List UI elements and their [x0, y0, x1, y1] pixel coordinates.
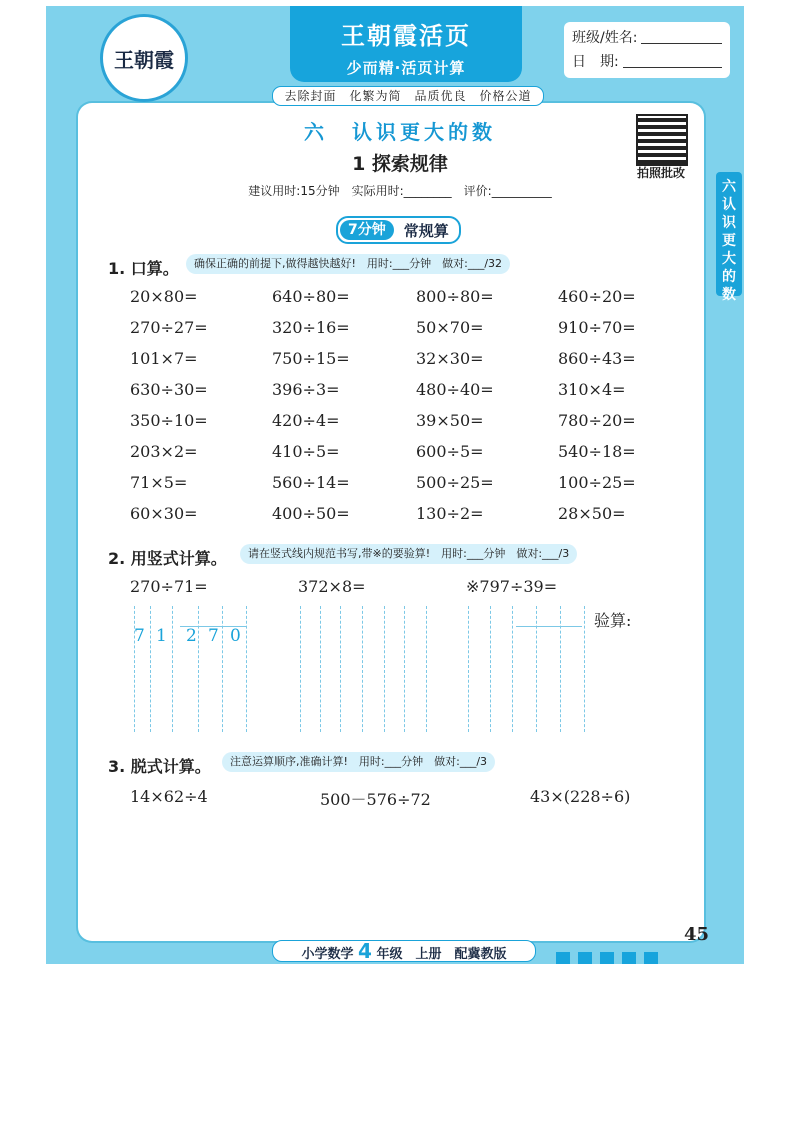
grid-line: [560, 606, 561, 732]
oral-problem: 480÷40=: [416, 380, 494, 399]
oral-problem: 20×80=: [130, 287, 198, 306]
brand-title: 王朝霞活页: [341, 22, 471, 50]
section3-note: 注意运算顺序,准确计算! 用时:___分钟 做对:___/3: [222, 752, 495, 772]
oral-problem: 350÷10=: [130, 411, 208, 430]
grid-line: [536, 606, 537, 732]
section3-title: 3. 脱式计算。: [108, 757, 211, 776]
grid-line: [150, 606, 151, 732]
oral-problem: 630÷30=: [130, 380, 208, 399]
brand-banner: [290, 6, 522, 82]
oral-problem: 101×7=: [130, 349, 198, 368]
student-info-box: [564, 22, 730, 78]
pill-label: 常规算: [403, 221, 449, 240]
chapter-title: 六 认识更大的数: [304, 120, 496, 144]
sample-digit: 7: [134, 626, 145, 646]
oral-problem: 640÷80=: [272, 287, 350, 306]
vertical-problem-3: ※797÷39=: [466, 577, 558, 596]
date-label: 日 期:: [572, 54, 619, 70]
oral-problem: 71×5=: [130, 473, 188, 492]
class-name-label: 班级/姓名:: [572, 30, 638, 46]
oral-problem: 270÷27=: [130, 318, 208, 337]
section1-note: 确保正确的前提下,做得越快越好! 用时:___分钟 做对:___/32: [186, 254, 510, 274]
oral-problem: 410÷5=: [272, 442, 340, 461]
oral-problem: 320÷16=: [272, 318, 350, 337]
oral-problem: 800÷80=: [416, 287, 494, 306]
mixed-problem-2: 500－576÷72: [320, 790, 431, 809]
oral-problem: 39×50=: [416, 411, 484, 430]
grid-line: [246, 606, 247, 732]
side-tab-text: 六认识更大的数: [722, 179, 736, 303]
vertical-problem-1: 270÷71=: [130, 577, 208, 596]
slogan-banner: 去除封面 化繁为简 品质优良 价格公道: [272, 86, 544, 106]
oral-problem: 860÷43=: [558, 349, 636, 368]
publisher-logo: [100, 14, 188, 102]
grid-line: [222, 606, 223, 732]
oral-problem: 420÷4=: [272, 411, 340, 430]
grid-line: [172, 606, 173, 732]
grid-line: [320, 606, 321, 732]
sample-digit: 1: [156, 626, 167, 646]
grid-line: [584, 606, 585, 732]
oral-problem: 460÷20=: [558, 287, 636, 306]
oral-problem: 203×2=: [130, 442, 198, 461]
page-number: 45: [684, 924, 710, 945]
footer-left: 小学数学: [301, 947, 354, 962]
decorative-stripes: [556, 952, 666, 964]
lesson-title: 1 探索规律: [352, 153, 448, 175]
grid-line: [490, 606, 491, 732]
oral-problem: 540÷18=: [558, 442, 636, 461]
grid-line: [384, 606, 385, 732]
grid-line: [426, 606, 427, 732]
class-name-field[interactable]: [641, 26, 722, 44]
vertical-problem-2: 372×8=: [298, 577, 366, 596]
mixed-problem-1: 14×62÷4: [130, 787, 208, 806]
check-label: 验算:: [594, 611, 632, 630]
footer-right: 年级 上册 配冀教版: [376, 947, 507, 962]
pill-minutes: 7分钟: [340, 220, 394, 240]
mixed-problem-3: 43×(228÷6): [530, 787, 631, 806]
oral-problem: 310×4=: [558, 380, 626, 399]
oral-problem: 50×70=: [416, 318, 484, 337]
oral-problem: 750÷15=: [272, 349, 350, 368]
grid-line: [300, 606, 301, 732]
section2-note: 请在竖式线内规范书写,带※的要验算! 用时:___分钟 做对:___/3: [240, 544, 577, 564]
side-tab: [716, 172, 742, 303]
grid-line: [134, 606, 135, 732]
oral-problem: 396÷3=: [272, 380, 340, 399]
oral-problem: 60×30=: [130, 504, 198, 523]
oral-problem: 100÷25=: [558, 473, 636, 492]
qr-code-icon[interactable]: [636, 114, 688, 166]
sample-digit: 2: [186, 626, 197, 646]
time-info: 建议用时:15分钟 实际用时:________ 评价:__________: [248, 184, 552, 198]
grid-line: [468, 606, 469, 732]
oral-problem: 780÷20=: [558, 411, 636, 430]
oral-problem: 600÷5=: [416, 442, 484, 461]
oral-problem: 28×50=: [558, 504, 626, 523]
footer-grade: 4: [358, 939, 372, 963]
oral-problem: 500÷25=: [416, 473, 494, 492]
sample-digit: 0: [230, 626, 241, 646]
grid-line: [362, 606, 363, 732]
date-field[interactable]: [623, 50, 722, 68]
grid-line: [404, 606, 405, 732]
logo-text: 王朝霞: [114, 47, 174, 72]
oral-problem: 560÷14=: [272, 473, 350, 492]
oral-problem: 910÷70=: [558, 318, 636, 337]
oral-problem: 32×30=: [416, 349, 484, 368]
qr-label: 拍照批改: [636, 166, 685, 180]
check-division-bar: [516, 626, 582, 627]
brand-subtitle: 少而精·活页计算: [346, 59, 466, 77]
oral-problem: 400÷50=: [272, 504, 350, 523]
grid-line: [340, 606, 341, 732]
footer-banner: [272, 940, 536, 962]
grid-line: [198, 606, 199, 732]
section2-title: 2. 用竖式计算。: [108, 549, 227, 568]
sample-digit: 7: [208, 626, 219, 646]
section1-title: 1. 口算。: [108, 259, 179, 278]
grid-line: [512, 606, 513, 732]
section-pill: [336, 216, 461, 244]
oral-problem: 130÷2=: [416, 504, 484, 523]
